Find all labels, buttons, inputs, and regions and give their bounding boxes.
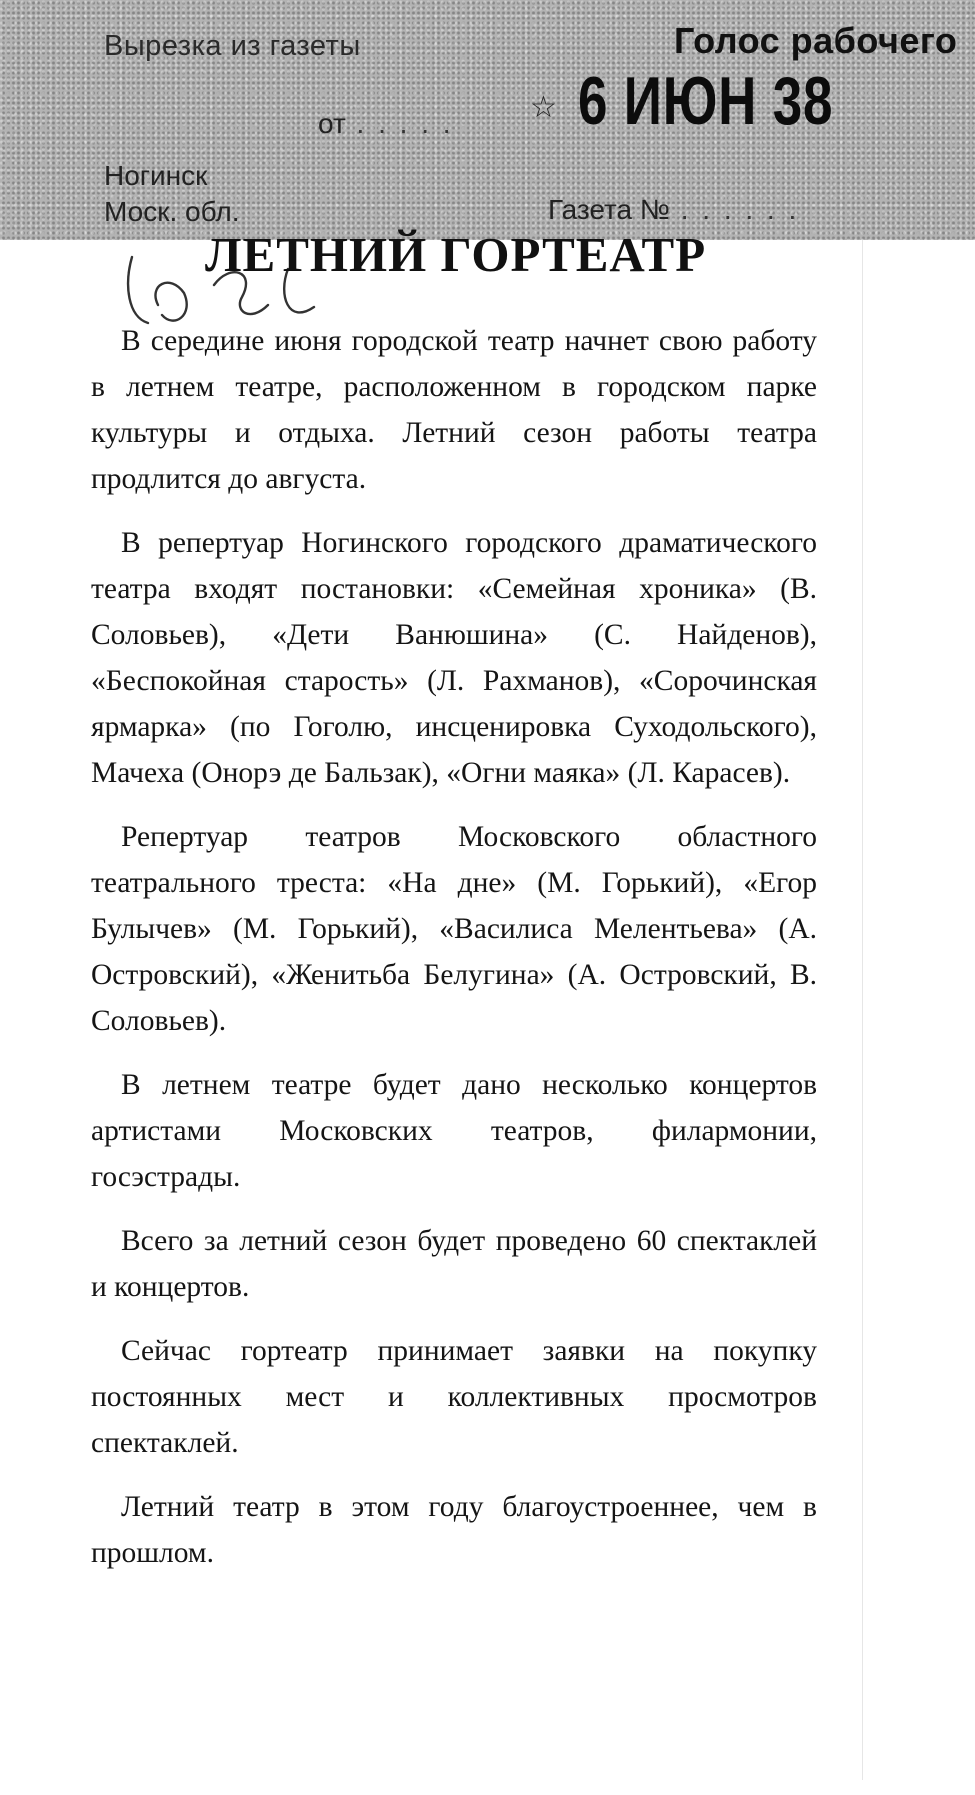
paragraph-6: Сейчас гортеатр принимает заявки на покупку постоянных мест и коллективных просмотров спектаклей.	[91, 1335, 817, 1459]
paragraph-3: Репертуар театров Московского областного театрального треста: «На дне» (М. Горький), «Егор Булычев» (М. Горький), «Василиса Мелентьева» (А. Островский), «Женитьба Белугина» (А. Островский, В. Соловьев).	[91, 821, 817, 1037]
paragraph-1: В середине июня городской театр начнет свою работу в летнем театре, расположенном в городском парке культуры и отдыха. Летний сезон работы театра продлится до августа.	[91, 325, 817, 495]
date-stamp: 6 ИЮН 38	[578, 63, 834, 139]
paragraph-4: В летнем театре будет дано несколько концертов артистами Московских театров, филармонии, госэстрады.	[91, 1069, 817, 1193]
issue-label: Газета № . . . . . .	[548, 194, 800, 225]
column-edge	[862, 240, 863, 1780]
region-label: Моск. обл.	[104, 196, 240, 227]
city-label: Ногинск	[104, 160, 208, 191]
article-body	[91, 318, 817, 1576]
paragraph-2: В репертуар Ногинского городского драматического театра входят постановки: «Семейная хроника» (В. Соловьев), «Дети Ванюшина» (С. Найденов), «Беспокойная старость» (Л. Рахманов), «Сорочинская ярмарка» (по Гоголю, инсценировка Суходольского), Мачеха (Онорэ де Бальзак), «Огни маяка» (Л. Карасев).	[91, 527, 817, 789]
star-icon: ☆	[530, 91, 557, 124]
paragraph-7: Летний театр в этом году благоустроеннее, чем в прошлом.	[91, 1491, 817, 1569]
clipping-label: Вырезка из газеты	[104, 30, 361, 62]
paragraph-5: Всего за летний сезон будет проведено 60 спектаклей и концертов.	[91, 1225, 817, 1303]
article-title: ЛЕТНИЙ ГОРТЕАТР	[205, 227, 707, 282]
archive-stamp-header	[0, 0, 975, 240]
from-label: от . . . . .	[318, 108, 454, 139]
newspaper-name: Голос рабочего	[674, 20, 958, 61]
